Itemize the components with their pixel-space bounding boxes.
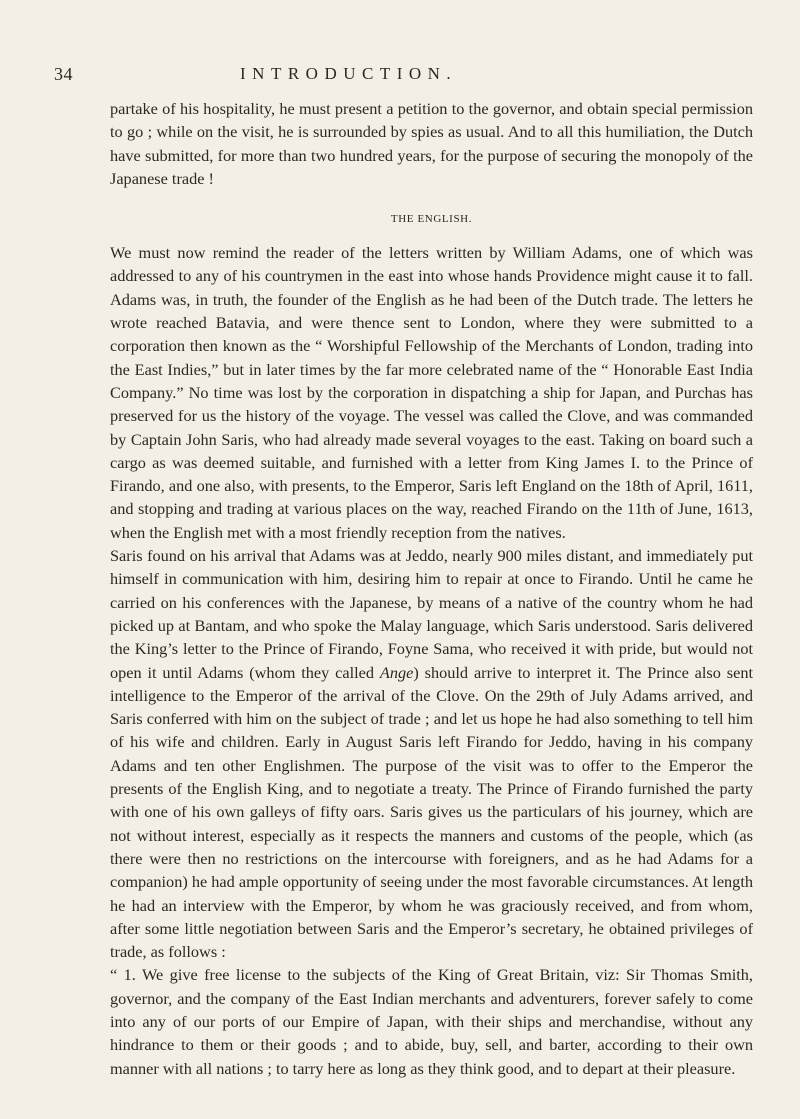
- paragraph: “ 1. We give free license to the subjects of the King of Great Britain, viz: Sir Thomas Smith, governor, and the company of the East Indian merchants and adventurers, forever safely to come into any of our ports of our Empire of Japan, with their ships and merchandise, without any hindrance to them or their goods ; and to abide, buy, sell, and barter, according to their own manner with all nations ; to tarry here as long as they think good, and to depart at their pleasure.: [110, 965, 753, 1078]
- paragraph-text: ) should arrive to interpret it. The Prince also sent intelligence to the Emperor of the arrival of the Clove. On the 29th of July Adams arrived, and Saris conferred with him on the subject of trade ; and let us hope he had also something to tell him of his wife and children. Early in August Saris left Firando for Jeddo, having in his company Adams and ten other Englishmen. The purpose of the visit was to offer to the Emperor the presents of the English King, and to negotiate a treaty. The Prince of Firando furnished the party with one of his own galleys of fifty oars. Saris gives us the particulars of his journey, which are not without interest, especially as it respects the manners and customs of the people, which (as there were then no restrictions on the intercourse with foreigners, and as he had Adams for a companion) he had ample opportunity of seeing under the most favorable circumstances. At length he had an interview with the Emperor, by whom he was graciously received, and from whom, after some little negotiation between Saris and the Emperor’s secretary, he obtained privileges of trade, as follows :: [110, 662, 753, 962]
- body-text: [110, 97, 753, 1080]
- paragraph-text: Saris found on his arrival that Adams was at Jeddo, nearly 900 miles distant, and immediately put himself in communication with him, desiring him to repair at once to Firando. Until he came he carried on his conferences with the Japanese, by means of a native of the country whom he had picked up at Bantam, and who spoke the Malay language, which Saris understood. Saris delivered the King’s letter to the Prince of Firando, Foyne Sama, who received it with pride, but would not open it until Adams (whom they called: [110, 546, 753, 682]
- paragraph: We must now remind the reader of the letters written by William Adams, one of which was addressed to any of his countrymen in the east into whose hands Providence might cause it to fall. Adams was, in truth, the founder of the English as he had been of the Dutch trade. The letters he wrote reached Batavia, and were thence sent to London, where they were submitted to a corporation then known as the “ Worshipful Fellowship of the Merchants of London, trading into the East Indies,” but in later times by the far more celebrated name of the “ Honorable East India Company.” No time was lost by the corporation in dispatching a ship for Japan, and Purchas has preserved for us the history of the voyage. The vessel was called the Clove, and was commanded by Captain John Saris, who had already made several voyages to the east. Taking on board such a cargo as was deemed suitable, and furnished with a letter from King James I. to the Prince of Firando, and one also, with presents, to the Emperor, Saris left England on the 18th of April, 1611, and stopping and trading at various places on the way, reached Firando on the 11th of June, 1613, when the English met with a most friendly reception from the natives.: [110, 243, 753, 542]
- paragraph: partake of his hospitality, he must present a petition to the governor, and obtain special permission to go ; while on the visit, he is surrounded by spies as usual. And to all this humiliation, the Dutch have submitted, for more than two hundred years, for the purpose of securing the monopoly of the Japanese trade !: [110, 99, 753, 188]
- italic-name: Ange: [379, 662, 414, 682]
- paragraph: [110, 544, 753, 963]
- section-heading: THE ENGLISH.: [390, 213, 473, 226]
- running-head: INTRODUCTION.: [240, 64, 458, 83]
- page-number: 34: [54, 64, 73, 84]
